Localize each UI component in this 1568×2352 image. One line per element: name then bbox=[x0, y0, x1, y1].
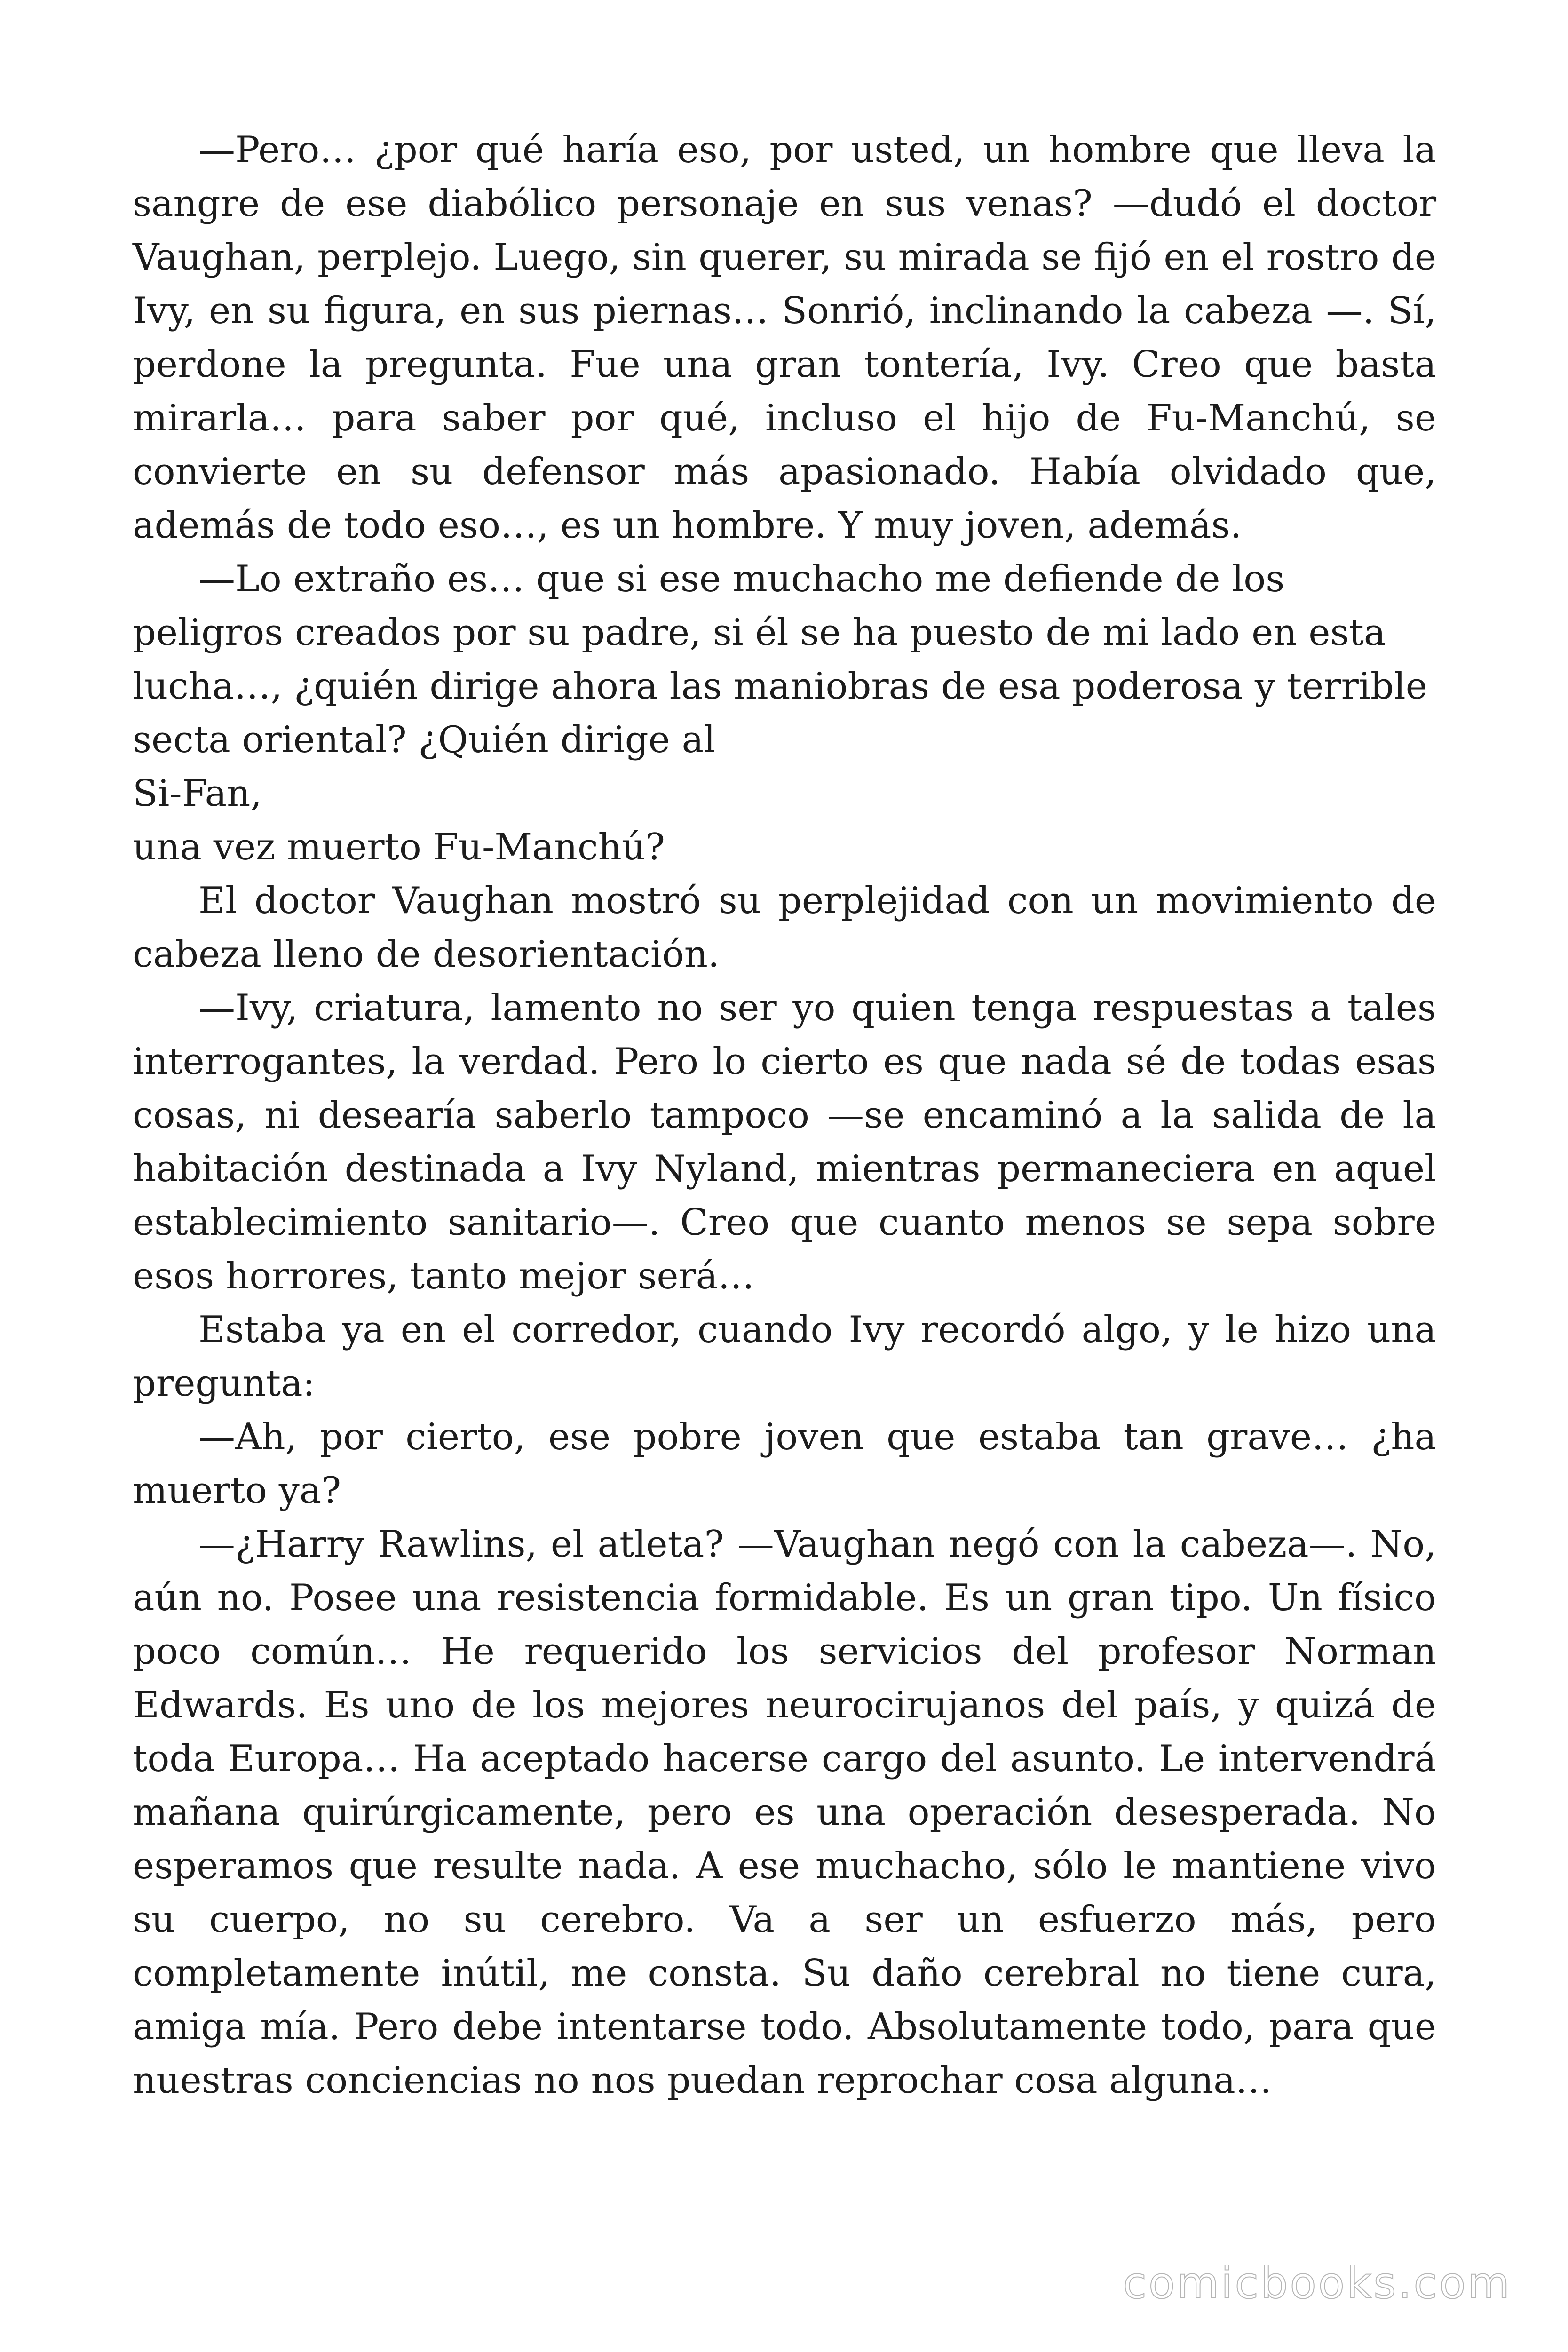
body-text bbox=[133, 123, 1436, 2107]
paragraph-2-line-si-fan: Si-Fan, bbox=[133, 772, 262, 815]
paragraph-5: Estaba ya en el corredor, cuando Ivy recordó algo, y le hizo una pregunta: bbox=[133, 1309, 1436, 1405]
paragraph-7: —¿Harry Rawlins, el atleta? —Vaughan negó con la cabeza—. No, aún no. Posee una resistencia formidable. Es un gran tipo. Un físico poco común… He requerido los servicios del profesor Norman Edwards. Es uno de los mejores neurocirujanos del país, y quizá de toda Europa… Ha aceptado hacerse cargo del asunto. Le intervendrá mañana quirúrgicamente, pero es una operación desesperada. No esperamos que resulte nada. A ese muchacho, sólo le mantiene vivo su cuerpo, no su cerebro. Va a ser un esfuerzo más, pero completamente inútil, me consta. Su daño cerebral no tiene cura, amiga mía. Pero debe intentarse todo. Absolutamente todo, para que nuestras conciencias no nos puedan reprochar cosa alguna… bbox=[133, 1523, 1436, 2102]
paragraph-2: —Lo extraño es… que si ese muchacho me defiende de los peligros creados por su padre, si él se ha puesto de mi lado en esta lucha…, ¿quién dirige ahora las maniobras de esa poderosa y terrible secta oriental? ¿Quién dirige al bbox=[133, 558, 1427, 761]
paragraph-2-line-end: una vez muerto Fu-Manchú? bbox=[133, 826, 665, 868]
paragraph-4: —Ivy, criatura, lamento no ser yo quien tenga respuestas a tales interrogantes, la verdad. Pero lo cierto es que nada sé de todas esas cosas, ni desearía saberlo tampoco —se encaminó a la salida de la habitación destinada a Ivy Nyland, mientras permaneciera en aquel establecimiento sanitario—. Creo que cuanto menos se sepa sobre esos horrores, tanto mejor será… bbox=[133, 987, 1436, 1297]
watermark-logo: comicbooks.com bbox=[1123, 2258, 1512, 2308]
paragraph-3: El doctor Vaughan mostró su perplejidad con un movimiento de cabeza lleno de desorientación. bbox=[133, 880, 1436, 976]
paragraph-1: —Pero… ¿por qué haría eso, por usted, un hombre que lleva la sangre de ese diabólico personaje en sus venas? —dudó el doctor Vaughan, perplejo. Luego, sin querer, su mirada se fijó en el rostro de Ivy, en su figura, en sus piernas… Sonrió, inclinando la cabeza —. Sí, perdone la pregunta. Fue una gran tontería, Ivy. Creo que basta mirarla… para saber por qué, incluso el hijo de Fu-Manchú, se convierte en su defensor más apasionado. Había olvidado que, además de todo eso…, es un hombre. Y muy joven, además. bbox=[133, 129, 1436, 547]
paragraph-6: —Ah, por cierto, ese pobre joven que estaba tan grave… ¿ha muerto ya? bbox=[133, 1416, 1436, 1512]
